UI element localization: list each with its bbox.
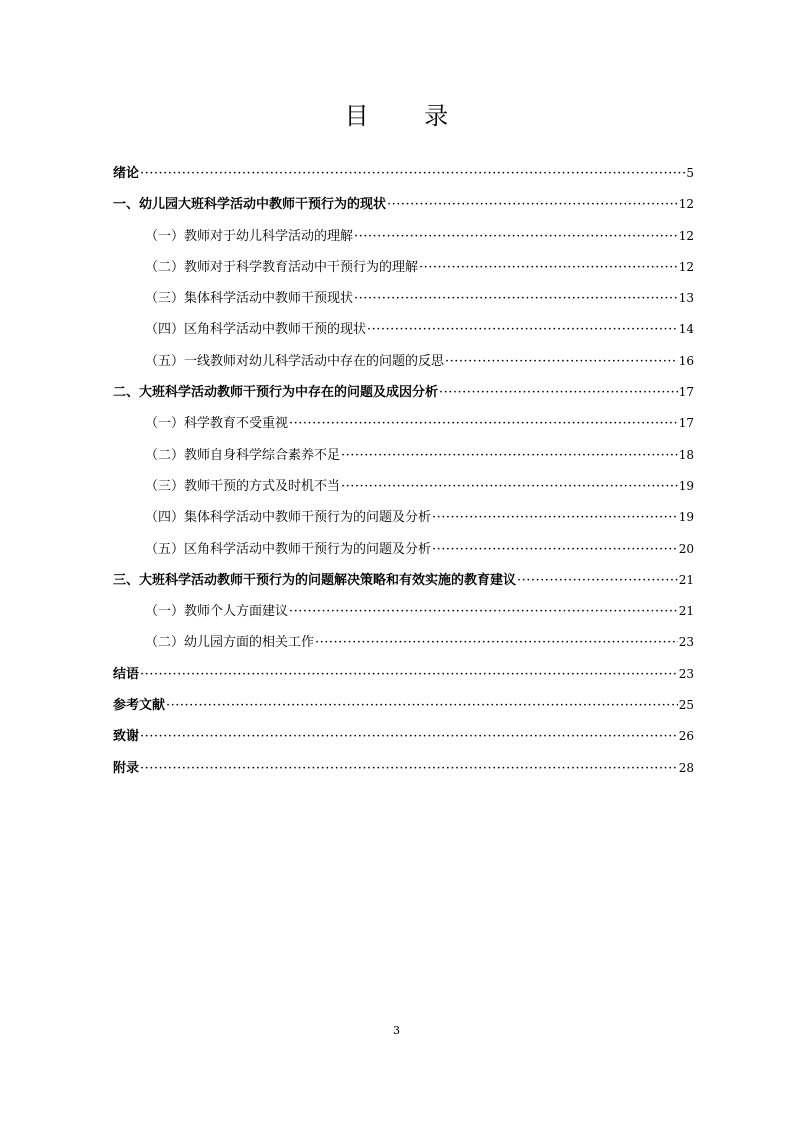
toc-entry-page: 23 <box>678 635 694 650</box>
toc-entry-page: 17 <box>678 416 694 431</box>
toc-entry-page: 25 <box>678 698 694 713</box>
toc-entry-label: （五）区角科学活动中教师干预行为的问题及分析 <box>145 541 432 557</box>
toc-entry-page: 20 <box>678 541 694 556</box>
toc-entry-page: 23 <box>678 666 694 681</box>
toc-dot-leader <box>140 721 678 752</box>
toc-entry-page: 14 <box>678 322 694 337</box>
toc-entry-label: （二）幼儿园方面的相关工作 <box>145 635 315 651</box>
toc-entry-page: 17 <box>678 385 694 400</box>
toc-dot-leader <box>354 283 678 314</box>
toc-entry-label: （三）教师干预的方式及时机不当 <box>145 478 341 494</box>
toc-dot-leader <box>367 314 678 345</box>
toc-entry-label: 一、幼儿园大班科学活动中教师干预行为的现状 <box>113 197 387 213</box>
toc-entry[interactable] <box>113 627 694 658</box>
toc-entry-page: 19 <box>678 510 694 525</box>
toc-entry[interactable] <box>113 189 694 220</box>
toc-entry-label: （二）教师对于科学教育活动中干预行为的理解 <box>145 259 419 275</box>
toc-dot-leader <box>341 471 678 502</box>
toc-entry[interactable] <box>113 534 694 565</box>
toc-dot-leader <box>341 440 678 471</box>
toc-entry[interactable] <box>113 314 694 345</box>
toc-dot-leader <box>432 502 678 533</box>
toc-entry[interactable] <box>113 753 694 784</box>
toc-entry-label: （一）科学教育不受重视 <box>145 416 289 432</box>
toc-entry-page: 12 <box>678 197 694 212</box>
toc-dot-leader <box>289 596 678 627</box>
toc-entry-page: 12 <box>678 259 694 274</box>
toc-entry-label: 二、大班科学活动教师干预行为中存在的问题及成因分析 <box>113 385 439 401</box>
toc-dot-leader <box>432 534 678 565</box>
toc-dot-leader <box>140 158 685 189</box>
toc-entry[interactable] <box>113 471 694 502</box>
toc-dot-leader <box>439 377 678 408</box>
toc-dot-leader <box>140 753 678 784</box>
toc-dot-leader <box>140 659 678 690</box>
toc-dot-leader <box>315 627 678 658</box>
toc-entry-page: 13 <box>678 291 694 306</box>
toc-entry-label: （一）教师对于幼儿科学活动的理解 <box>145 228 354 244</box>
toc-entry[interactable] <box>113 158 694 189</box>
table-of-contents <box>113 158 694 784</box>
toc-entry[interactable] <box>113 440 694 471</box>
toc-entry[interactable] <box>113 283 694 314</box>
toc-entry[interactable] <box>113 377 694 408</box>
toc-entry-page: 18 <box>678 447 694 462</box>
toc-entry[interactable] <box>113 408 694 439</box>
toc-entry-page: 21 <box>678 572 694 587</box>
toc-entry[interactable] <box>113 596 694 627</box>
toc-entry-label: 参考文献 <box>113 698 166 714</box>
toc-entry-page: 26 <box>678 729 694 744</box>
toc-entry-label: 绪论 <box>113 166 140 181</box>
toc-entry-label: 致谢 <box>113 729 140 745</box>
toc-entry-label: 三、大班科学活动教师干预行为的问题解决策略和有效实施的教育建议 <box>113 572 517 588</box>
toc-entry[interactable] <box>113 502 694 533</box>
toc-dot-leader <box>289 408 678 439</box>
toc-entry-label: （二）教师自身科学综合素养不足 <box>145 447 341 463</box>
toc-entry[interactable] <box>113 252 694 283</box>
page-number: 3 <box>393 1024 400 1037</box>
toc-dot-leader <box>419 252 678 283</box>
toc-entry-page: 12 <box>678 228 694 243</box>
toc-entry[interactable] <box>113 721 694 752</box>
toc-entry[interactable] <box>113 346 694 377</box>
toc-entry-label: （三）集体科学活动中教师干预现状 <box>145 291 354 307</box>
page-title: 目 录 <box>344 102 473 130</box>
toc-entry-page: 21 <box>678 604 694 619</box>
toc-entry-page: 28 <box>678 760 694 775</box>
toc-entry[interactable] <box>113 690 694 721</box>
toc-entry-page: 19 <box>678 478 694 493</box>
toc-entry-label: 结语 <box>113 666 140 682</box>
toc-entry-label: （四）区角科学活动中教师干预的现状 <box>145 322 367 338</box>
toc-dot-leader <box>354 221 678 252</box>
toc-dot-leader <box>445 346 678 377</box>
toc-dot-leader <box>166 690 678 721</box>
toc-entry-label: （一）教师个人方面建议 <box>145 604 289 620</box>
toc-entry-label: 附录 <box>113 760 140 776</box>
toc-dot-leader <box>517 565 678 596</box>
toc-entry-label: （五）一线教师对幼儿科学活动中存在的问题的反思 <box>145 353 445 369</box>
toc-entry-page: 5 <box>686 166 694 180</box>
toc-entry[interactable] <box>113 565 694 596</box>
toc-entry-page: 16 <box>678 353 694 368</box>
toc-entry[interactable] <box>113 659 694 690</box>
toc-entry-label: （四）集体科学活动中教师干预行为的问题及分析 <box>145 510 432 526</box>
toc-entry[interactable] <box>113 221 694 252</box>
toc-dot-leader <box>387 189 678 220</box>
